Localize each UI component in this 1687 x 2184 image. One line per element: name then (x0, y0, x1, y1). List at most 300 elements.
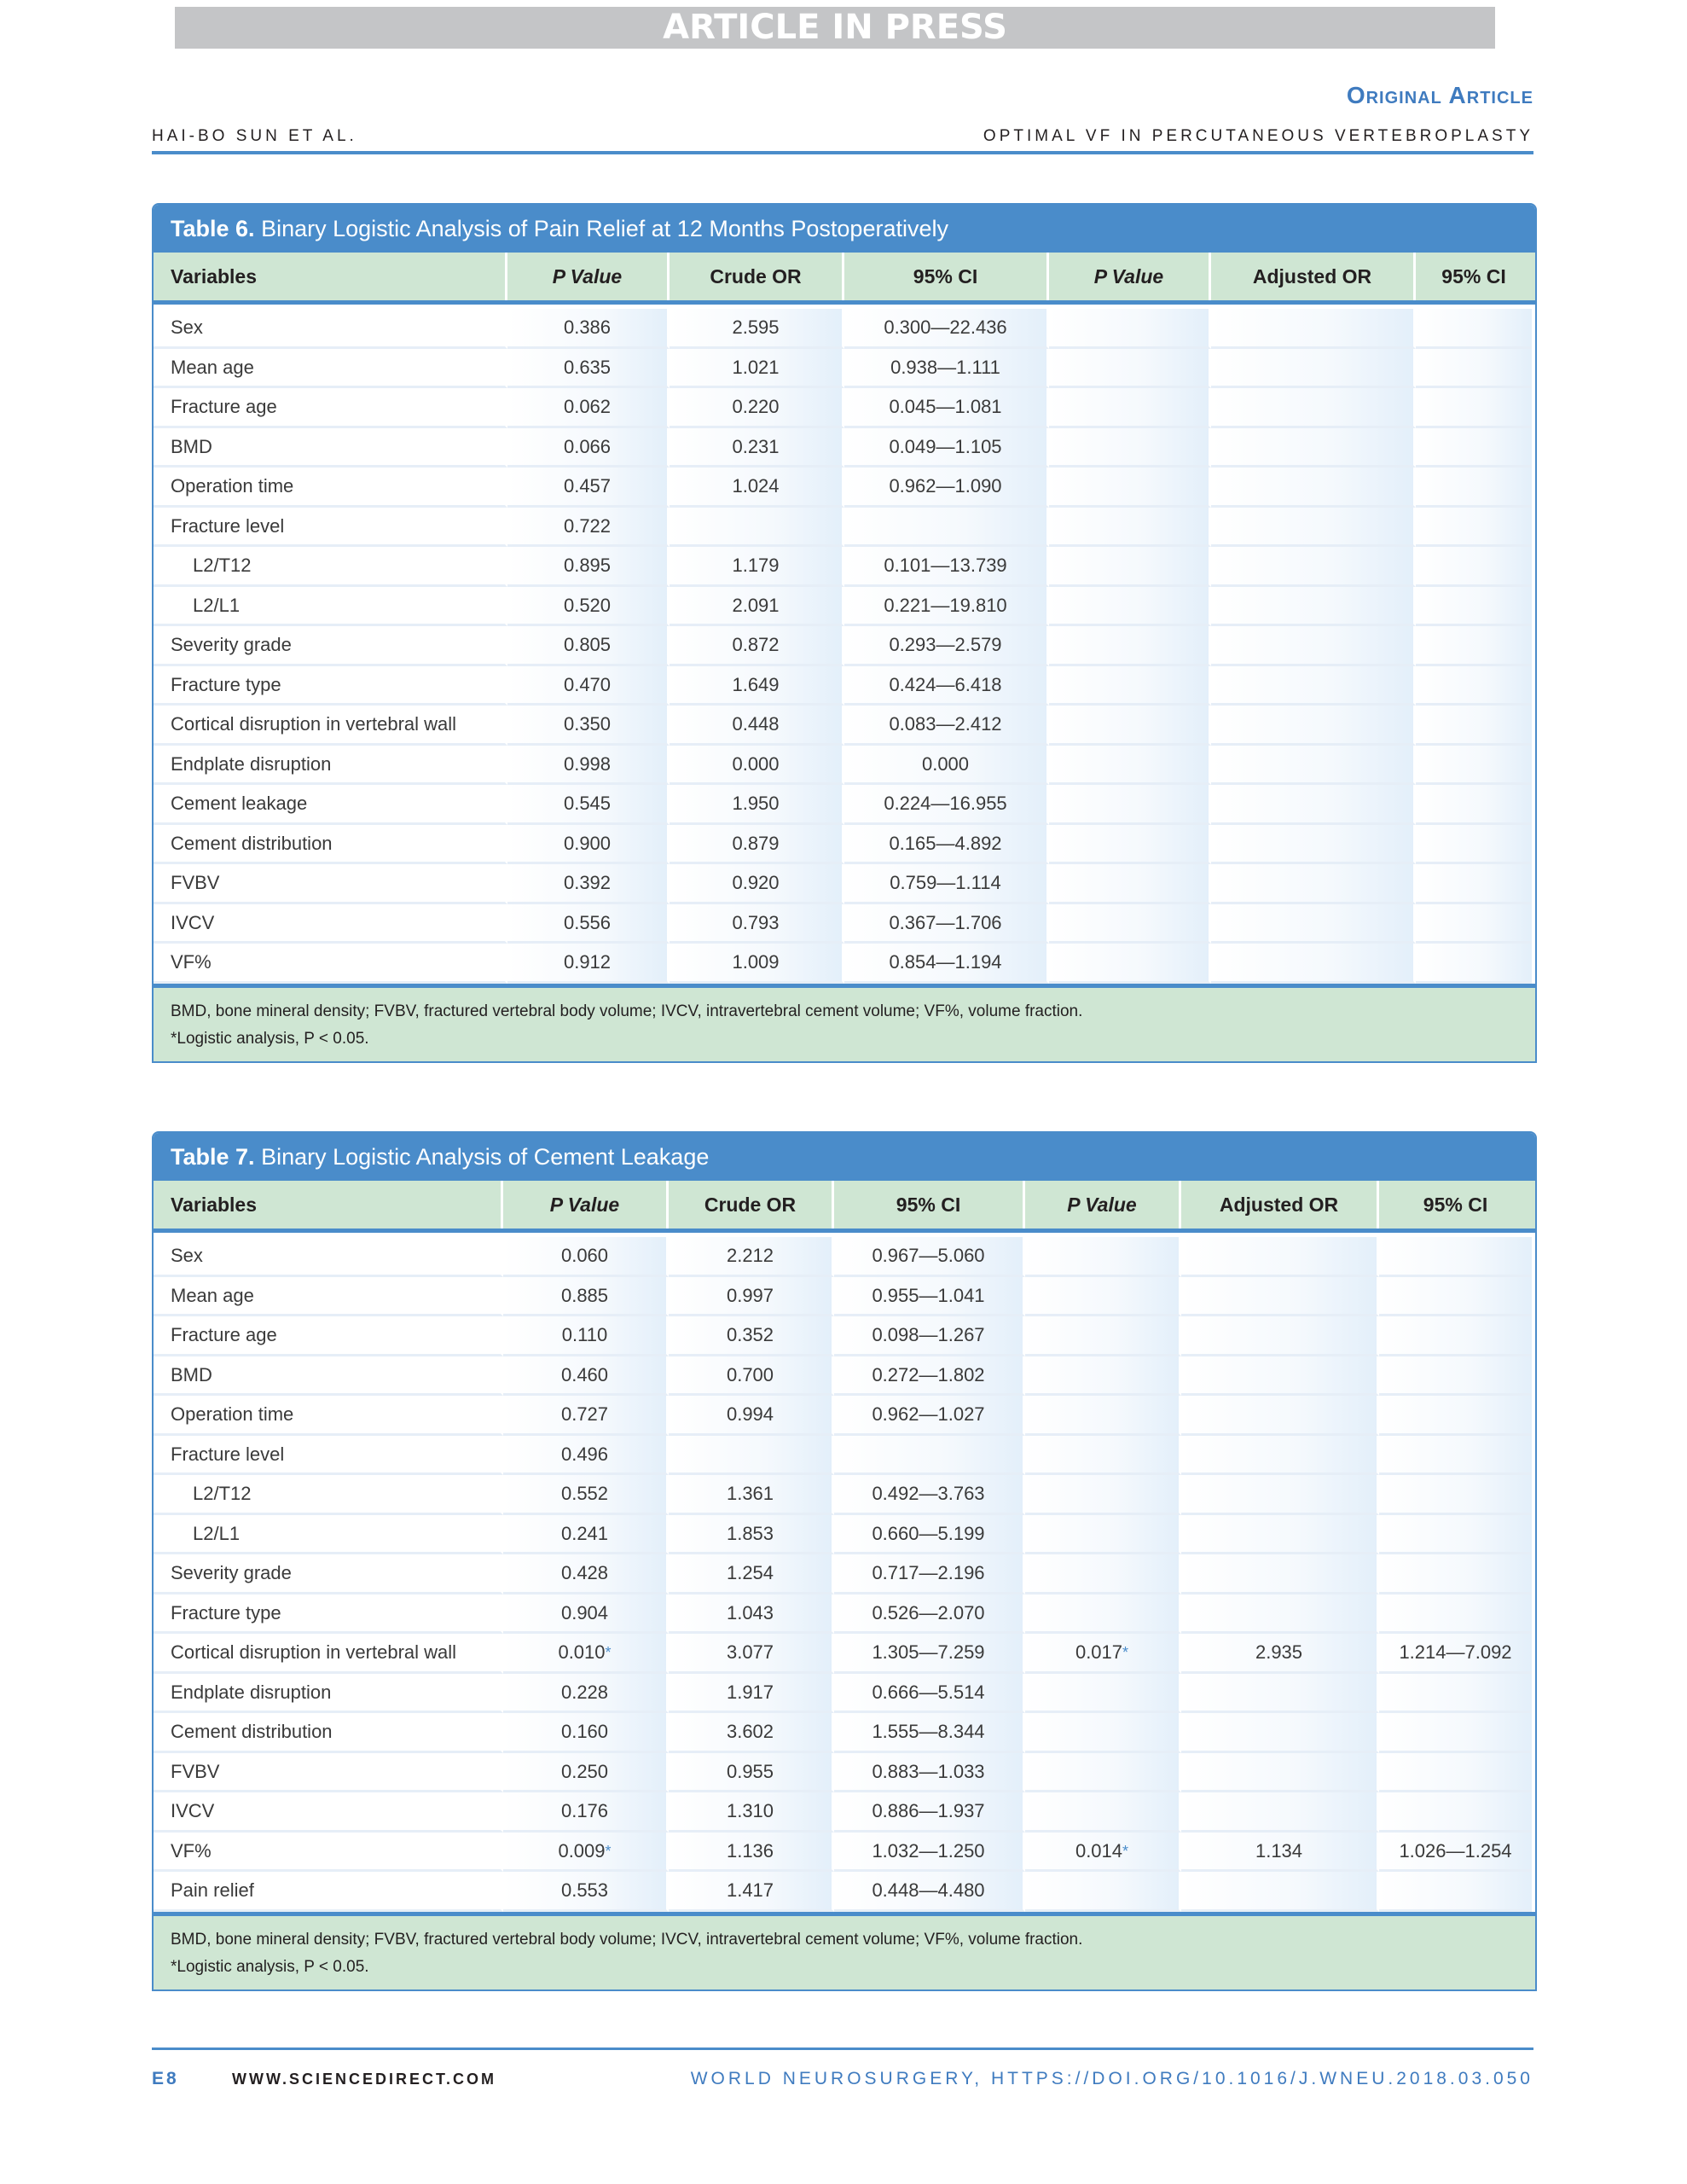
table-cell: 1.305—7.259 (834, 1634, 1025, 1674)
table-cell (1416, 508, 1532, 548)
table-row (154, 349, 1535, 389)
table-cell (1181, 1436, 1379, 1476)
table-cell (1025, 1872, 1181, 1912)
table-cell: 0.045—1.081 (844, 388, 1049, 428)
table-cell (1416, 309, 1532, 349)
table-cell (1379, 1356, 1532, 1397)
table-cell (1211, 904, 1416, 944)
table-cell (1416, 626, 1532, 666)
table-row (154, 1277, 1535, 1317)
table-title: Binary Logistic Analysis of Pain Relief at 12 Months Postoperatively (261, 216, 948, 241)
table-cell (1379, 1753, 1532, 1793)
table-cell (1181, 1316, 1379, 1356)
table-row (154, 706, 1535, 746)
table-row (154, 388, 1535, 428)
table-row (154, 864, 1535, 904)
table-cell (1025, 1713, 1181, 1753)
table-cell (1211, 626, 1416, 666)
table-cell (1049, 944, 1211, 984)
table-cell: 2.935 (1181, 1634, 1379, 1674)
table-row (154, 825, 1535, 865)
table-cell (1416, 349, 1532, 389)
table-cell (1025, 1594, 1181, 1635)
row-label: FVBV (154, 864, 507, 904)
row-label: Sex (154, 1237, 503, 1277)
col-p-value: P Value (507, 253, 670, 300)
table-cell: 0.250 (503, 1753, 669, 1793)
table-footnote (154, 984, 1535, 1061)
table-cell: 0.221—19.810 (844, 587, 1049, 627)
table-cell (1181, 1713, 1379, 1753)
table-header-row (154, 1181, 1535, 1233)
table-cell (1379, 1674, 1532, 1714)
table-cell (1049, 468, 1211, 508)
table-cell: 1.649 (670, 666, 844, 706)
table-cell (1379, 1515, 1532, 1555)
table-cell: 0.666—5.514 (834, 1674, 1025, 1714)
table-cell (1379, 1594, 1532, 1635)
table-cell (1416, 785, 1532, 825)
table-cell: 0.009* (503, 1833, 669, 1873)
table-cell (1211, 746, 1416, 786)
table-cell (1416, 904, 1532, 944)
table-cell: 0.912 (507, 944, 670, 984)
table-row (154, 1833, 1535, 1873)
col-adjusted-or: Adjusted OR (1211, 253, 1416, 300)
table-cell: 0.883—1.033 (834, 1753, 1025, 1793)
significance-asterisk: * (1122, 1644, 1129, 1661)
table-cell (1379, 1713, 1532, 1753)
table-cell: 1.917 (669, 1674, 834, 1714)
table-row (154, 547, 1535, 587)
row-label: Cement distribution (154, 1713, 503, 1753)
table-row (154, 746, 1535, 786)
row-label: IVCV (154, 1792, 503, 1833)
significance-asterisk: * (605, 1644, 612, 1661)
table-row (154, 944, 1535, 984)
footer-rule (152, 2048, 1533, 2050)
table-cell (1025, 1475, 1181, 1515)
table-cell: 0.424—6.418 (844, 666, 1049, 706)
table-cell (1025, 1277, 1181, 1317)
page-number: E8 (152, 2069, 179, 2088)
table-cell (1416, 428, 1532, 468)
table-cell: 0.448 (670, 706, 844, 746)
table-cell (1379, 1872, 1532, 1912)
table-cell: 0.448—4.480 (834, 1872, 1025, 1912)
table-cell: 0.428 (503, 1554, 669, 1594)
table-cell (1049, 706, 1211, 746)
table-cell: 0.220 (670, 388, 844, 428)
table-body (154, 305, 1535, 984)
table-body (154, 1233, 1535, 1912)
table-cell (1416, 587, 1532, 627)
table-cell: 0.165—4.892 (844, 825, 1049, 865)
row-label: Severity grade (154, 626, 507, 666)
row-label: Operation time (154, 468, 507, 508)
table-cell: 0.386 (507, 309, 670, 349)
table-cell: 0.920 (670, 864, 844, 904)
table-cell: 0.049—1.105 (844, 428, 1049, 468)
table-cell: 0.998 (507, 746, 670, 786)
table-row (154, 666, 1535, 706)
table-cell (1379, 1277, 1532, 1317)
table-cell: 0.962—1.090 (844, 468, 1049, 508)
table-row (154, 1554, 1535, 1594)
table-cell: 0.900 (507, 825, 670, 865)
col-95ci: 95% CI (844, 253, 1049, 300)
row-label: Cement distribution (154, 825, 507, 865)
running-head-title: OPTIMAL VF IN PERCUTANEOUS VERTEBROPLASTY (983, 127, 1533, 145)
table-row (154, 1356, 1535, 1397)
running-head-authors: HAI-BO SUN ET AL. (152, 127, 357, 145)
table-cell: 0.492—3.763 (834, 1475, 1025, 1515)
table-cell: 0.854—1.194 (844, 944, 1049, 984)
table-cell (1025, 1515, 1181, 1555)
row-label: FVBV (154, 1753, 503, 1793)
row-label: Mean age (154, 1277, 503, 1317)
table-cell (1211, 547, 1416, 587)
table-row (154, 1475, 1535, 1515)
table-cell: 0.526—2.070 (834, 1594, 1025, 1635)
table-cell: 0.176 (503, 1792, 669, 1833)
table-row (154, 1515, 1535, 1555)
table-cell: 0.805 (507, 626, 670, 666)
table-cell (1416, 746, 1532, 786)
table-cell (1049, 626, 1211, 666)
table-cell (1416, 547, 1532, 587)
header-rule (152, 151, 1533, 154)
table-cell (1025, 1237, 1181, 1277)
table-cell: 0.885 (503, 1277, 669, 1317)
table-cell: 0.083—2.412 (844, 706, 1049, 746)
table-cell: 1.134 (1181, 1833, 1379, 1873)
section-label: Original Article (1346, 82, 1533, 108)
table-cell: 1.179 (670, 547, 844, 587)
table-cell: 1.009 (670, 944, 844, 984)
table-cell: 0.392 (507, 864, 670, 904)
significance-note: *Logistic analysis, P < 0.05. (171, 1957, 369, 1976)
table-caption (154, 1133, 1535, 1181)
row-label: VF% (154, 944, 507, 984)
table-cell (1049, 309, 1211, 349)
table-cell (670, 508, 844, 548)
table-cell: 0.545 (507, 785, 670, 825)
table-row (154, 626, 1535, 666)
table-cell: 0.460 (503, 1356, 669, 1397)
table-cell (1416, 706, 1532, 746)
table-number: Table 7. (171, 1144, 255, 1170)
table-cell: 1.254 (669, 1554, 834, 1594)
table-cell: 1.555—8.344 (834, 1713, 1025, 1753)
table-cell: 0.496 (503, 1436, 669, 1476)
table-cell: 0.457 (507, 468, 670, 508)
table-cell: 0.962—1.027 (834, 1396, 1025, 1436)
row-label: Endplate disruption (154, 1674, 503, 1714)
table-row (154, 508, 1535, 548)
table-cell: 1.361 (669, 1475, 834, 1515)
table-6 (152, 203, 1537, 1063)
table-cell: 1.417 (669, 1872, 834, 1912)
table-row (154, 785, 1535, 825)
table-cell (1181, 1356, 1379, 1397)
table-cell (669, 1436, 834, 1476)
table-cell: 0.228 (503, 1674, 669, 1714)
table-cell: 0.994 (669, 1396, 834, 1436)
table-cell: 0.955 (669, 1753, 834, 1793)
table-cell: 0.967—5.060 (834, 1237, 1025, 1277)
table-cell: 0.660—5.199 (834, 1515, 1025, 1555)
table-cell (1379, 1554, 1532, 1594)
table-cell: 0.872 (670, 626, 844, 666)
table-cell (1379, 1792, 1532, 1833)
table-row (154, 309, 1535, 349)
table-cell (1416, 468, 1532, 508)
table-cell: 0.552 (503, 1475, 669, 1515)
table-cell: 0.759—1.114 (844, 864, 1049, 904)
row-label: IVCV (154, 904, 507, 944)
table-cell (1211, 785, 1416, 825)
table-cell: 1.021 (670, 349, 844, 389)
table-cell: 0.060 (503, 1237, 669, 1277)
row-label: Cortical disruption in vertebral wall (154, 1634, 503, 1674)
table-cell (1211, 944, 1416, 984)
table-cell: 0.231 (670, 428, 844, 468)
table-row (154, 428, 1535, 468)
table-cell: 0.224—16.955 (844, 785, 1049, 825)
article-in-press-banner: ARTICLE IN PRESS (175, 7, 1495, 49)
table-cell: 1.950 (670, 785, 844, 825)
table-cell: 0.062 (507, 388, 670, 428)
table-cell (1416, 944, 1532, 984)
row-label: L2/T12 (154, 1475, 503, 1515)
table-cell: 0.160 (503, 1713, 669, 1753)
table-cell (1379, 1316, 1532, 1356)
table-cell (1181, 1753, 1379, 1793)
table-cell: 0.886—1.937 (834, 1792, 1025, 1833)
row-label: Operation time (154, 1396, 503, 1436)
table-cell (1049, 746, 1211, 786)
table-cell (1211, 468, 1416, 508)
col-p-value: P Value (503, 1181, 669, 1228)
table-cell (1025, 1396, 1181, 1436)
table-cell: 0.272—1.802 (834, 1356, 1025, 1397)
table-cell: 1.310 (669, 1792, 834, 1833)
col-crude-or: Crude OR (670, 253, 844, 300)
table-cell (1181, 1475, 1379, 1515)
table-cell: 0.241 (503, 1515, 669, 1555)
table-cell (1211, 508, 1416, 548)
col-adj-p-value: P Value (1025, 1181, 1181, 1228)
table-cell: 0.470 (507, 666, 670, 706)
table-cell (1025, 1554, 1181, 1594)
table-cell: 0.000 (670, 746, 844, 786)
table-cell: 0.553 (503, 1872, 669, 1912)
table-cell: 0.556 (507, 904, 670, 944)
table-cell: 0.367—1.706 (844, 904, 1049, 944)
table-cell (1379, 1237, 1532, 1277)
table-cell (1379, 1475, 1532, 1515)
row-label: BMD (154, 1356, 503, 1397)
table-row (154, 1594, 1535, 1635)
row-label: Fracture level (154, 1436, 503, 1476)
row-label: Fracture age (154, 388, 507, 428)
table-cell (1181, 1594, 1379, 1635)
row-label: Sex (154, 309, 507, 349)
table-title: Binary Logistic Analysis of Cement Leakage (261, 1144, 710, 1170)
table-cell: 1.024 (670, 468, 844, 508)
table-footnote (154, 1912, 1535, 1989)
table-cell (1025, 1674, 1181, 1714)
table-cell: 1.853 (669, 1515, 834, 1555)
table-cell (1181, 1872, 1379, 1912)
table-cell (1416, 388, 1532, 428)
col-variables: Variables (154, 253, 507, 300)
table-cell: 0.700 (669, 1356, 834, 1397)
table-cell (1049, 547, 1211, 587)
table-cell: 1.043 (669, 1594, 834, 1635)
table-cell (1049, 349, 1211, 389)
table-cell: 0.520 (507, 587, 670, 627)
table-cell (1211, 388, 1416, 428)
table-cell (1025, 1792, 1181, 1833)
col-adjusted-or: Adjusted OR (1181, 1181, 1379, 1228)
table-cell (1181, 1396, 1379, 1436)
table-cell (1211, 309, 1416, 349)
table-cell: 0.010* (503, 1634, 669, 1674)
table-row (154, 1436, 1535, 1476)
col-variables: Variables (154, 1181, 503, 1228)
table-row (154, 1316, 1535, 1356)
row-label: L2/L1 (154, 1515, 503, 1555)
table-caption (154, 205, 1535, 253)
col-crude-or: Crude OR (669, 1181, 834, 1228)
journal-citation: WORLD NEUROSURGERY, HTTPS://DOI.ORG/10.1016/J.WNEU.2018.03.050 (690, 2069, 1533, 2088)
table-row (154, 1713, 1535, 1753)
table-cell: 0.000 (844, 746, 1049, 786)
table-cell: 3.077 (669, 1634, 834, 1674)
table-cell: 3.602 (669, 1713, 834, 1753)
table-cell: 0.017* (1025, 1634, 1181, 1674)
table-cell: 0.895 (507, 547, 670, 587)
table-row (154, 468, 1535, 508)
table-row (154, 1872, 1535, 1912)
table-cell (1025, 1753, 1181, 1793)
table-cell: 0.350 (507, 706, 670, 746)
table-cell (1211, 864, 1416, 904)
table-cell: 0.717—2.196 (834, 1554, 1025, 1594)
table-row (154, 1792, 1535, 1833)
table-cell: 0.101—13.739 (844, 547, 1049, 587)
table-cell: 0.098—1.267 (834, 1316, 1025, 1356)
table-cell (1211, 666, 1416, 706)
row-label: L2/T12 (154, 547, 507, 587)
table-cell: 0.293—2.579 (844, 626, 1049, 666)
table-cell: 2.091 (670, 587, 844, 627)
col-adj-95ci: 95% CI (1441, 265, 1506, 288)
table-row (154, 904, 1535, 944)
row-label: Pain relief (154, 1872, 503, 1912)
table-row (154, 1237, 1535, 1277)
table-cell (844, 508, 1049, 548)
table-cell (1181, 1237, 1379, 1277)
row-label: BMD (154, 428, 507, 468)
table-cell: 1.136 (669, 1833, 834, 1873)
row-label: Fracture level (154, 508, 507, 548)
row-label: VF% (154, 1833, 503, 1873)
table-cell: 0.727 (503, 1396, 669, 1436)
col-adj-95ci: 95% CI (1423, 1194, 1488, 1216)
table-row (154, 587, 1535, 627)
table-cell: 0.938—1.111 (844, 349, 1049, 389)
table-cell: 0.955—1.041 (834, 1277, 1025, 1317)
table-cell (1049, 864, 1211, 904)
table-cell (1049, 825, 1211, 865)
sciencedirect-link[interactable]: WWW.SCIENCEDIRECT.COM (232, 2071, 496, 2088)
table-row (154, 1396, 1535, 1436)
row-label: Mean age (154, 349, 507, 389)
table-cell (1416, 666, 1532, 706)
table-cell: 0.722 (507, 508, 670, 548)
table-cell: 0.066 (507, 428, 670, 468)
table-cell: 1.026—1.254 (1379, 1833, 1532, 1873)
row-label: Fracture type (154, 666, 507, 706)
table-cell: 1.032—1.250 (834, 1833, 1025, 1873)
table-cell: 0.793 (670, 904, 844, 944)
col-95ci: 95% CI (834, 1181, 1025, 1228)
table-cell (1025, 1436, 1181, 1476)
table-cell (1181, 1277, 1379, 1317)
table-cell (1416, 825, 1532, 865)
table-cell (1211, 349, 1416, 389)
table-cell (1049, 587, 1211, 627)
table-cell: 0.352 (669, 1316, 834, 1356)
row-label: L2/L1 (154, 587, 507, 627)
table-cell (1049, 388, 1211, 428)
table-cell (1049, 904, 1211, 944)
table-7 (152, 1131, 1537, 1991)
table-header-row (154, 253, 1535, 305)
table-cell (1025, 1316, 1181, 1356)
table-cell (1416, 864, 1532, 904)
table-cell (1049, 428, 1211, 468)
table-cell: 0.997 (669, 1277, 834, 1317)
table-cell (1181, 1674, 1379, 1714)
table-cell (1211, 587, 1416, 627)
table-cell (1181, 1515, 1379, 1555)
significance-note: *Logistic analysis, P < 0.05. (171, 1029, 369, 1048)
row-label: Cement leakage (154, 785, 507, 825)
table-row (154, 1753, 1535, 1793)
table-cell (1379, 1436, 1532, 1476)
table-cell (1049, 785, 1211, 825)
table-cell (1211, 428, 1416, 468)
table-cell: 2.595 (670, 309, 844, 349)
table-cell: 0.635 (507, 349, 670, 389)
table-row (154, 1634, 1535, 1674)
row-label: Fracture age (154, 1316, 503, 1356)
abbreviations-note: BMD, bone mineral density; FVBV, fractured vertebral body volume; IVCV, intravertebral cement volume; VF%, volume fraction. (171, 1002, 1083, 1020)
table-cell (1211, 825, 1416, 865)
row-label: Endplate disruption (154, 746, 507, 786)
table-cell: 0.110 (503, 1316, 669, 1356)
table-cell: 0.014* (1025, 1833, 1181, 1873)
table-cell (1181, 1554, 1379, 1594)
table-cell (1181, 1792, 1379, 1833)
table-number: Table 6. (171, 216, 255, 241)
table-cell (1049, 508, 1211, 548)
row-label: Severity grade (154, 1554, 503, 1594)
